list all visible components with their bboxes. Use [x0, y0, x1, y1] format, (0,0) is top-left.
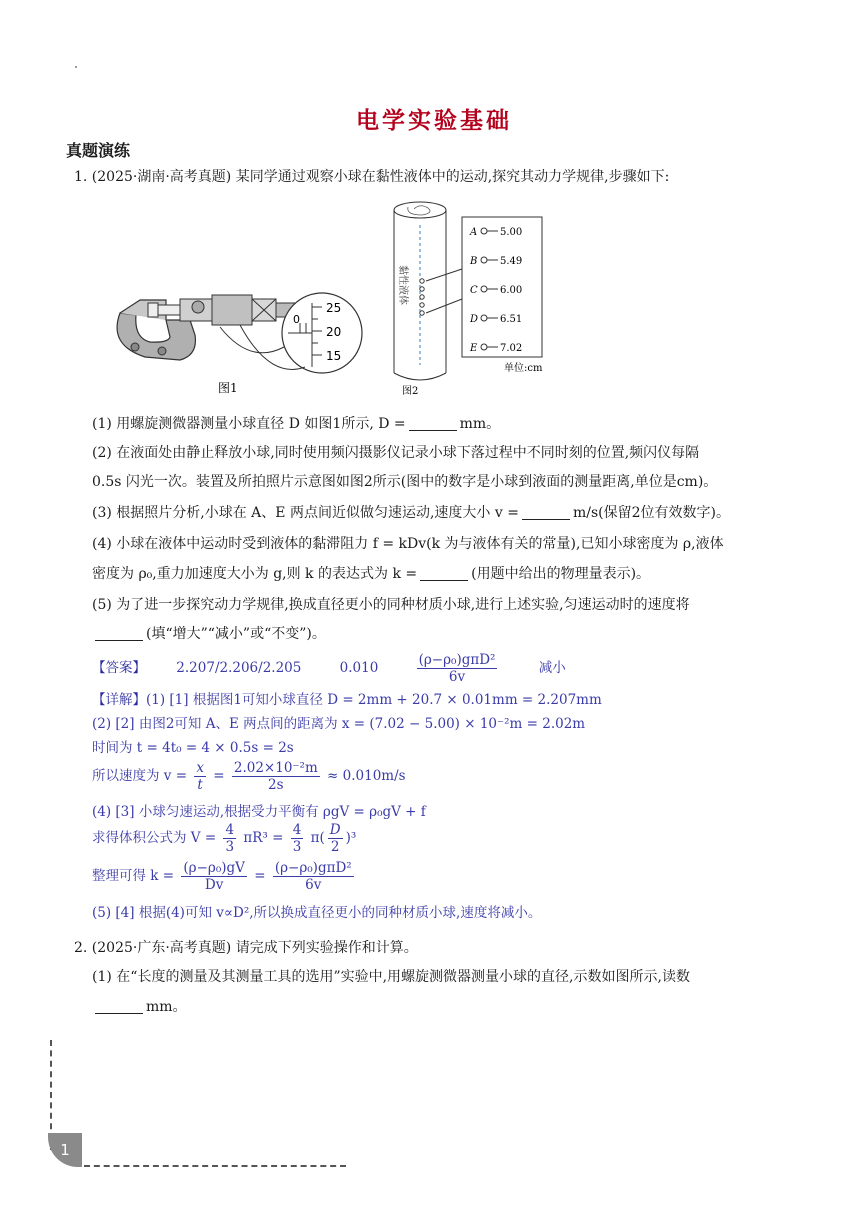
tube-text: 黏性液体 — [397, 265, 408, 305]
page-title: 电学实验基础 — [356, 107, 512, 134]
q1-part-5a: (5) 为了进一步探究动力学规律,换成直径更小的同种材质小球,进行上述实验,匀速运动时的速度将 — [92, 597, 690, 613]
micrometer-figure — [117, 293, 362, 395]
q2-part-1a: (1) 在“长度的测量及其测量工具的选用”实验中,用螺旋测微器测量小球的直径,示数如图所示,读数 — [92, 969, 690, 985]
figure-2-label: 图2 — [402, 386, 419, 397]
detail-4: 所以速度为 v = $\frac{x}{t}$ = $\frac{\text{2.02×10⁻²m}}{2s}$ ≈ 0.010m/s — [92, 760, 406, 793]
point-value: 6.00 — [500, 285, 523, 296]
answer-row: 【答案】 2.207/2.206/2.205 0.010 $\frac{\text{(ρ−ρ₀)gπD²}}{6v}$ 减小 — [92, 652, 566, 685]
point-letter: C — [470, 285, 478, 296]
corner-mark — [75, 66, 77, 68]
q1-part-3: (3) 根据照片分析,小球在 A、E 两点间近似做匀速运动,速度大小 v = m/s(保留2位有效数字)。 — [92, 505, 730, 521]
tube-figure — [394, 202, 543, 397]
q1-part-2b: 0.5s 闪光一次。装置及所拍照片示意图如图2所示(图中的数字是小球到液面的测量距离,单位是cm)。 — [92, 474, 718, 490]
point-marker — [481, 315, 487, 321]
point-letter: A — [470, 227, 478, 238]
detail-7: 整理可得 k = $\frac{\text{(ρ−ρ₀)gV}}{Dv}$ = $\frac{\text{(ρ−ρ₀)gπD²}}{6v}$ — [92, 860, 352, 893]
detail-5: (4) [3] 小球匀速运动,根据受力平衡有 ρgV = ρ₀gV + f — [92, 804, 426, 820]
point-letter: E — [470, 343, 478, 354]
figure-2-unit: 单位:cm — [504, 363, 543, 374]
point-marker — [481, 344, 487, 350]
q1-part-5b: (填“增大”“减小”或“不变”)。 — [92, 623, 326, 643]
answer-blank[interactable] — [522, 505, 570, 520]
point-letter: B — [470, 256, 478, 267]
question-2-head: 2. (2025·广东·高考真题) 请完成下列实验操作和计算。 — [74, 940, 418, 956]
figure-1-label: 图1 — [218, 381, 238, 395]
footer-dashed-line — [84, 1165, 346, 1167]
point-marker — [481, 286, 487, 292]
answer-blank[interactable] — [420, 566, 468, 581]
point-marker — [481, 257, 487, 263]
q2-part-1b: mm。 — [92, 996, 187, 1016]
point-letter: D — [470, 314, 479, 325]
detail-3: 时间为 t = 4t₀ = 4 × 0.5s = 2s — [92, 740, 294, 756]
detail-8: (5) [4] 根据(4)可知 v∝D²,所以换成直径更小的同种材质小球,速度将减小。 — [92, 905, 542, 921]
point-value: 5.00 — [500, 227, 523, 238]
micrometer-scale-3: 15 — [326, 349, 342, 363]
q1-part-1: (1) 用螺旋测微器测量小球直径 D 如图1所示, D = mm。 — [92, 416, 501, 432]
micrometer-main-zero: 0 — [293, 313, 300, 326]
micrometer-scale-2: 20 — [326, 325, 342, 339]
question-1-head: 1. (2025·湖南·高考真题) 某同学通过观察小球在黏性液体中的运动,探究其动力学规律,步骤如下: — [74, 169, 670, 185]
detail-1: 【详解】(1) [1] 根据图1可知小球直径 D = 2mm + 20.7 × 0.01mm = 2.207mm — [92, 692, 602, 708]
answer-blank[interactable] — [95, 999, 143, 1014]
question-1-figures — [100, 195, 560, 400]
detail-2: (2) [2] 由图2可知 A、E 两点间的距离为 x = (7.02 − 5.00) × 10⁻²m = 2.02m — [92, 716, 586, 732]
point-value: 6.51 — [500, 314, 523, 325]
detail-6: 求得体积公式为 V = $\frac{4}{3}$ πR³ = $\frac{4}{3}$ π( $\frac{D}{2}$ )³ — [92, 822, 357, 855]
q1-part-4b: 密度为 ρ₀,重力加速度大小为 g,则 k 的表达式为 k = (用题中给出的物理量表示)。 — [92, 566, 651, 582]
point-value: 5.49 — [500, 256, 523, 267]
point-marker — [481, 228, 487, 234]
answer-blank[interactable] — [409, 416, 457, 431]
section-heading: 真题演练 — [66, 141, 131, 160]
page-number: 1 — [48, 1133, 82, 1167]
q1-part-4a: (4) 小球在液体中运动时受到液体的黏滞阻力 f = kDv(k 为与液体有关的常量),已知小球密度为 ρ,液体 — [92, 536, 724, 552]
answer-blank[interactable] — [95, 626, 143, 641]
point-value: 7.02 — [500, 343, 523, 354]
micrometer-scale-1: 25 — [326, 301, 342, 315]
q1-part-2a: (2) 在液面处由静止释放小球,同时使用频闪摄影仪记录小球下落过程中不同时刻的位置,频闪仪每隔 — [92, 445, 700, 461]
